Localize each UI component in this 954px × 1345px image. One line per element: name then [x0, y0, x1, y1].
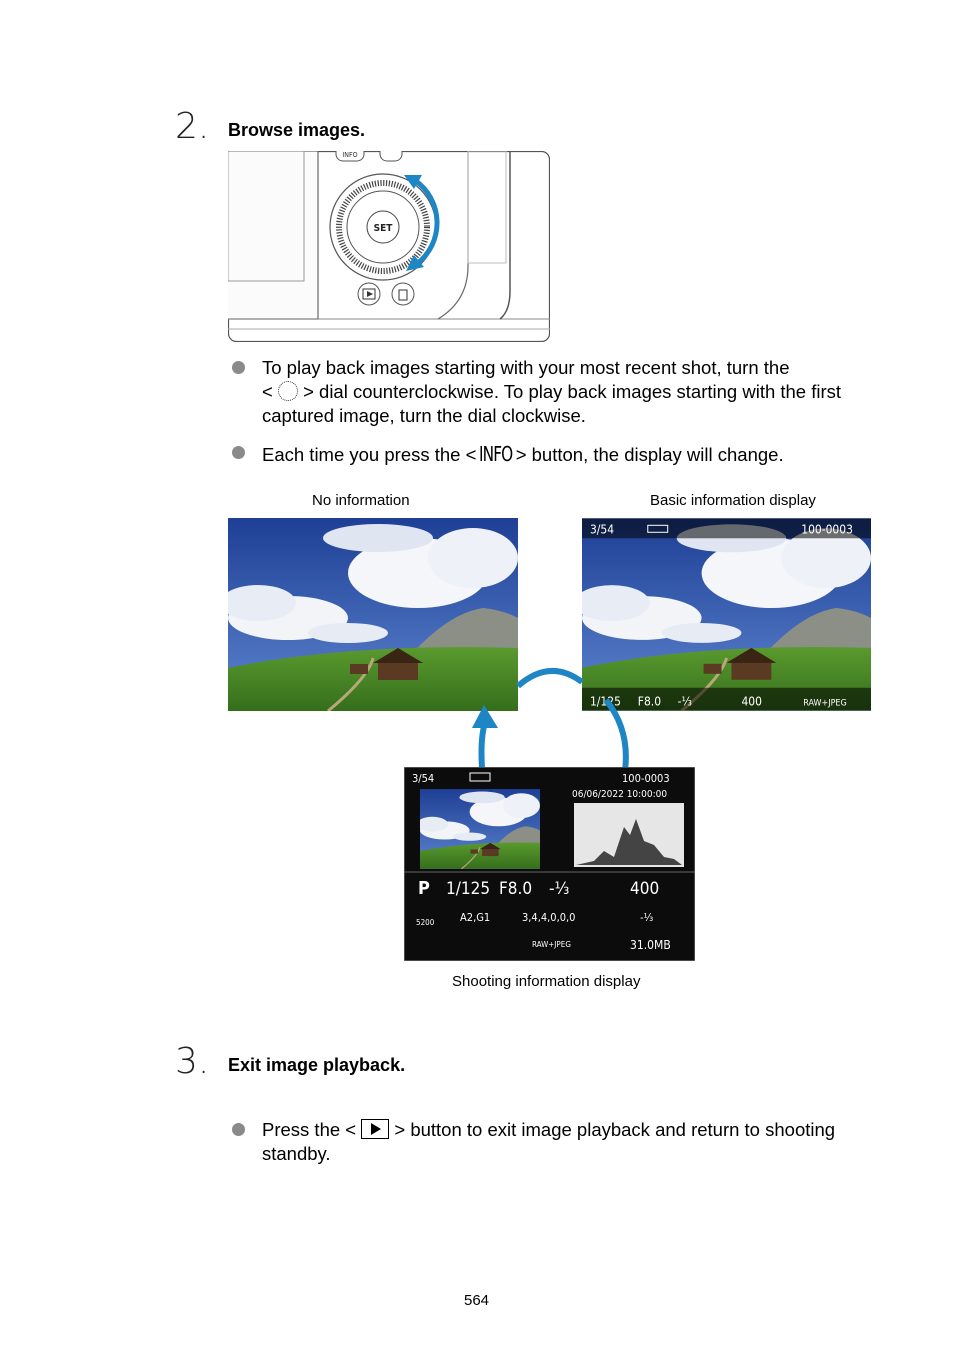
shoot-aperture: F8.0 — [499, 879, 533, 899]
shoot-mode: P — [418, 878, 430, 899]
shoot-iso: 400 — [630, 879, 660, 899]
set-label: SET — [373, 223, 393, 234]
info-button-icon: INFO — [479, 442, 513, 466]
basic-aperture: F8.0 — [637, 694, 662, 709]
basic-quality: RAW+JPEG — [803, 698, 847, 709]
shoot-exposure: -⅓ — [549, 879, 570, 899]
dial-illustration — [228, 151, 550, 342]
shoot-filesize: 31.0MB — [630, 938, 671, 952]
shoot-file: 100-0003 — [622, 772, 670, 785]
shoot-frame: 3/54 — [412, 772, 435, 785]
shoot-wb-shift: A2,G1 — [460, 911, 491, 924]
step-number: 3. — [175, 1041, 210, 1082]
dial-icon — [278, 381, 298, 401]
bullet-text-dial — [262, 356, 902, 428]
shoot-picture-style: 3,4,4,0,0,0 — [522, 911, 576, 924]
bullet-text: Each time you press the < — [262, 444, 477, 465]
bullet-text: < — [262, 381, 273, 402]
caption-basic-information: Basic information display — [650, 492, 816, 509]
bullet-line: captured image, turn the dial clockwise. — [262, 405, 586, 426]
shoot-wb-temp: 5200 — [416, 918, 435, 927]
step-title: Browse images. — [228, 120, 366, 140]
info-label: INFO — [342, 151, 358, 159]
bullet-text: Press the < — [262, 1119, 357, 1140]
caption-no-information: No information — [312, 492, 410, 509]
bullet-text: > button to exit image playback and return to shooting — [394, 1119, 836, 1140]
bullet-line: standby. — [262, 1143, 331, 1164]
bullet-text: > dial counterclockwise. To play back images starting with the first — [303, 381, 842, 402]
basic-frame: 3/54 — [589, 522, 615, 537]
basic-file: 100-0003 — [801, 522, 853, 537]
bullet-text: > button, the display will change. — [515, 444, 784, 465]
bullet — [232, 446, 245, 459]
shoot-datetime: 06/06/2022 10:00:00 — [572, 789, 668, 800]
bullet — [232, 361, 245, 374]
bullet-text-exit — [262, 1118, 902, 1166]
shoot-flash-comp: -⅓ — [640, 911, 654, 924]
basic-shutter: 1/125 — [589, 694, 621, 709]
shoot-quality: RAW+JPEG — [532, 940, 571, 949]
bullet-text-info — [262, 442, 902, 467]
page-number: 564 — [464, 1292, 490, 1309]
basic-exposure: -⅓ — [677, 694, 692, 709]
playback-button-icon — [361, 1119, 389, 1139]
shooting-information-display — [404, 767, 695, 961]
cycle-arrows — [460, 650, 640, 780]
step-number: 2. — [175, 106, 210, 147]
basic-iso: 400 — [741, 694, 762, 709]
shoot-shutter: 1/125 — [446, 879, 491, 899]
bullet-line: To play back images starting with your most recent shot, turn the — [262, 357, 790, 378]
step-title: Exit image playback. — [228, 1055, 406, 1075]
bullet — [232, 1123, 245, 1136]
caption-shooting-information: Shooting information display — [452, 973, 641, 990]
